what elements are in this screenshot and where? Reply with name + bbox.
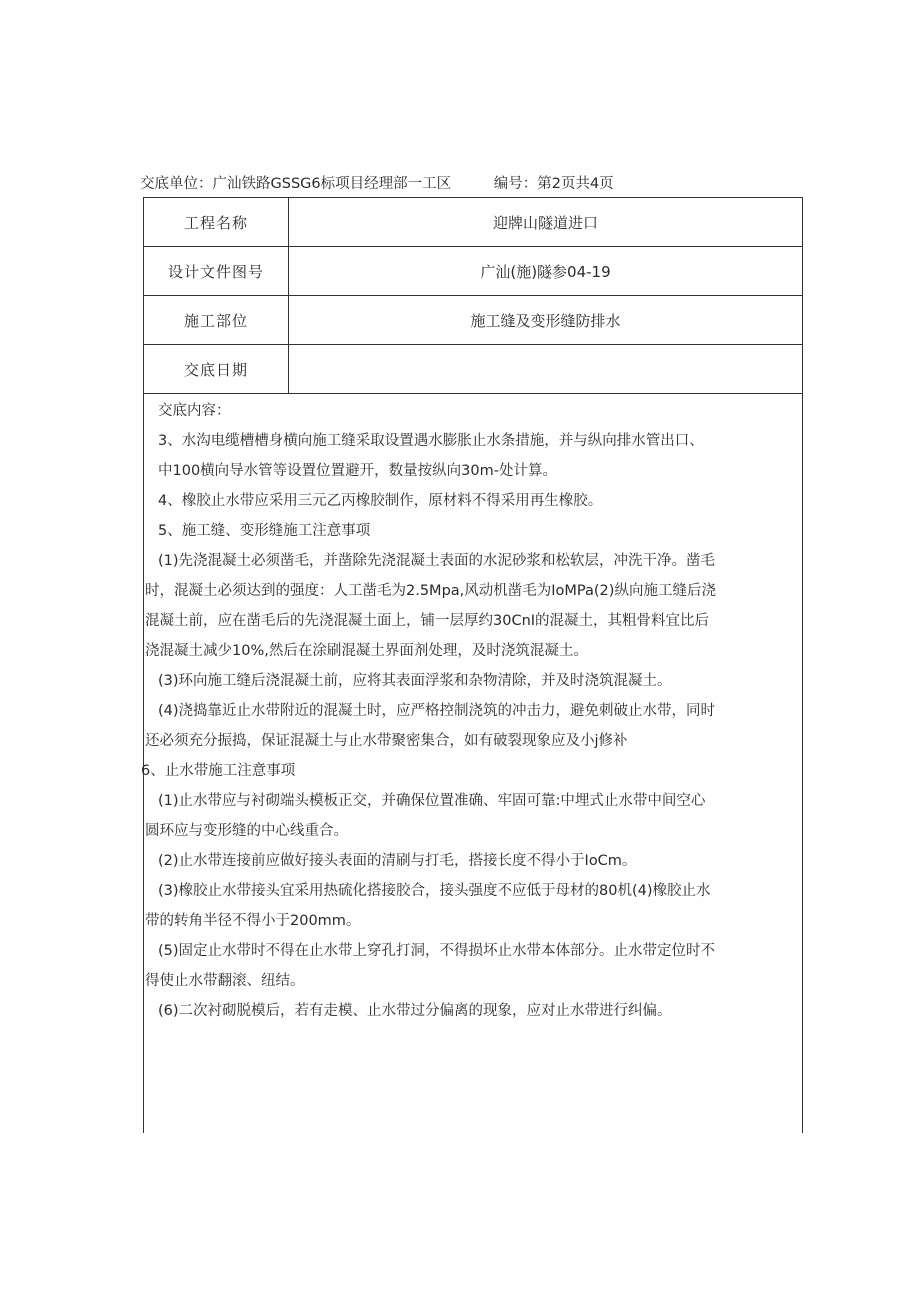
content-line: 3、水沟电缆槽槽身横向施工缝采取设置遇水膨胀止水条措施，并与纵向排水管出口、 [158,433,704,449]
content-line: 圆环应与变形缝的中心线重合。 [145,823,348,839]
construction-part-value: 施工缝及变形缝防排水 [470,311,621,330]
disclosure-form [143,197,803,1133]
content-line: (1)止水带应与衬砌端头模板正交，并确保位置准确、牢固可靠:中埋式止水带中间空心 [158,793,706,809]
content-line: (4)浇捣靠近止水带附近的混凝土时，应严格控制浇筑的冲击力，避免刺破止水带，同时 [158,703,716,719]
content-line: 时，混凝土必须达到的强度：人工凿毛为2.5Mpa,风动机凿毛为IoMPa(2)纵向施工缝后浇 [145,583,716,599]
disclosure-content [141,396,802,1026]
content-line: (1)先浇混凝土必须凿毛，并凿除先浇混凝土表面的水泥砂浆和松软层，冲洗干净。凿毛 [158,553,716,569]
disclosure-date-label: 交底日期 [144,345,289,393]
row-project-name [144,198,802,247]
content-line: 带的转角半径不得小于200mm。 [145,913,361,929]
content-line: 浇混凝土减少10%,然后在涂刷混凝土界面剂处理，及时浇筑混凝土。 [145,643,588,659]
content-line: 还必须充分振捣，保证混凝土与止水带聚密集合，如有破裂现象应及小j修补 [145,733,628,749]
content-line: (2)止水带连接前应做好接头表面的清刷与打毛，搭接长度不得小于IoCm。 [158,853,637,869]
row-construction-part [144,296,802,345]
issuing-unit: 交底单位：广汕铁路GSSG6标项目经理部一工区 [140,176,452,192]
content-line: (3)橡胶止水带接头宜采用热硫化搭接胶合，接头强度不应低于母材的80机(4)橡胶止水 [158,883,711,899]
content-line: (6)二次衬砌脱模后，若有走模、止水带过分偏离的现象，应对止水带进行纠偏。 [158,1003,672,1019]
project-name-label: 工程名称 [144,198,289,246]
content-line: (3)环向施工缝后浇混凝土前，应将其表面浮浆和杂物清除，并及时浇筑混凝土。 [158,673,672,689]
construction-part-label: 施工部位 [144,296,289,344]
drawing-number-value: 广汕(施)隧参04-19 [480,262,611,281]
content-line: 6、止水带施工注意事项 [141,763,296,779]
row-drawing-number [144,247,802,296]
content-line: 混凝土前，应在凿毛后的先浇混凝土面上，铺一层厚约30CnI的混凝土，其粗骨料宜比后 [145,613,710,629]
content-heading: 交底内容： [158,403,231,419]
content-line: 中100横向导水管等设置位置避开，数量按纵向30m-处计算。 [158,463,557,479]
page-number: 编号：第2页共4页 [493,176,614,192]
drawing-number-label: 设计文件图号 [144,247,289,295]
project-name-value: 迎牌山隧道进口 [492,213,598,232]
content-line: 4、橡胶止水带应采用三元乙丙橡胶制作，原材料不得采用再生橡胶。 [158,493,603,509]
disclosure-date-value [289,345,802,393]
content-line: 5、施工缝、变形缝施工注意事项 [158,523,371,539]
content-line: (5)固定止水带时不得在止水带上穿孔打洞，不得损坏止水带本体部分。止水带定位时不 [158,943,716,959]
content-line: 得使止水带翻滚、纽结。 [145,973,305,989]
document-header [140,174,820,194]
row-disclosure-date [144,345,802,394]
